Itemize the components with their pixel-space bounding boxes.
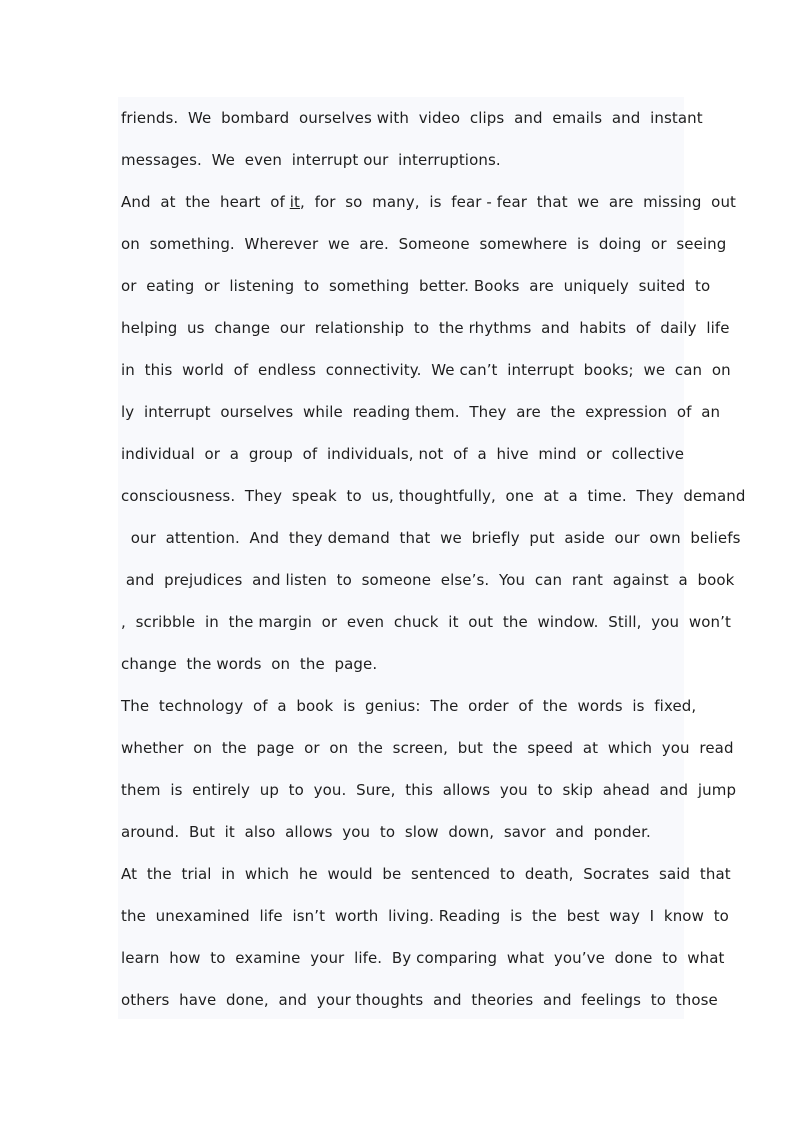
text-line: friends. We bombard ourselves with video clips and emails and instant: [121, 109, 703, 127]
text-line: helping us change our relationship to the rhythms and habits of daily life: [121, 319, 730, 337]
text-line: the unexamined life isn’t worth living. Reading is the best way I know to: [121, 907, 729, 925]
text-line: whether on the page or on the screen, but the speed at which you read: [121, 739, 734, 757]
text-line: others have done, and your thoughts and theories and feelings to those: [121, 991, 718, 1009]
text-line: [121, 192, 737, 212]
underlined-word: it: [289, 193, 300, 211]
text-line: learn how to examine your life. By comparing what you’ve done to what: [121, 949, 725, 967]
text-line: , scribble in the margin or even chuck it out the window. Still, you won’t: [121, 613, 731, 631]
text-line: in this world of endless connectivity. We can’t interrupt books; we can on: [121, 361, 731, 379]
text-line: change the words on the page.: [121, 655, 378, 673]
text-line: individual or a group of individuals, not of a hive mind or collective: [121, 445, 685, 463]
text-line: and prejudices and listen to someone else’s. You can rant against a book: [121, 571, 735, 589]
text-line: consciousness. They speak to us, thoughtfully, one at a time. They demand: [121, 487, 746, 505]
text-line: them is entirely up to you. Sure, this allows you to skip ahead and jump: [121, 781, 737, 799]
text-segment: , for so many, is fear - fear that we are missing out: [299, 193, 737, 211]
text-line: on something. Wherever we are. Someone somewhere is doing or seeing: [121, 235, 727, 253]
text-line: messages. We even interrupt our interruptions.: [121, 151, 501, 169]
text-line: or eating or listening to something better. Books are uniquely suited to: [121, 277, 711, 295]
text-segment: And at the heart of: [121, 193, 290, 211]
text-line: our attention. And they demand that we briefly put aside our own beliefs: [121, 529, 741, 547]
text-line: The technology of a book is genius: The order of the words is fixed,: [121, 697, 697, 715]
text-line: ly interrupt ourselves while reading them. They are the expression of an: [121, 403, 721, 421]
text-line: around. But it also allows you to slow down, savor and ponder.: [121, 823, 651, 841]
text-line: At the trial in which he would be sentenced to death, Socrates said that: [121, 865, 731, 883]
